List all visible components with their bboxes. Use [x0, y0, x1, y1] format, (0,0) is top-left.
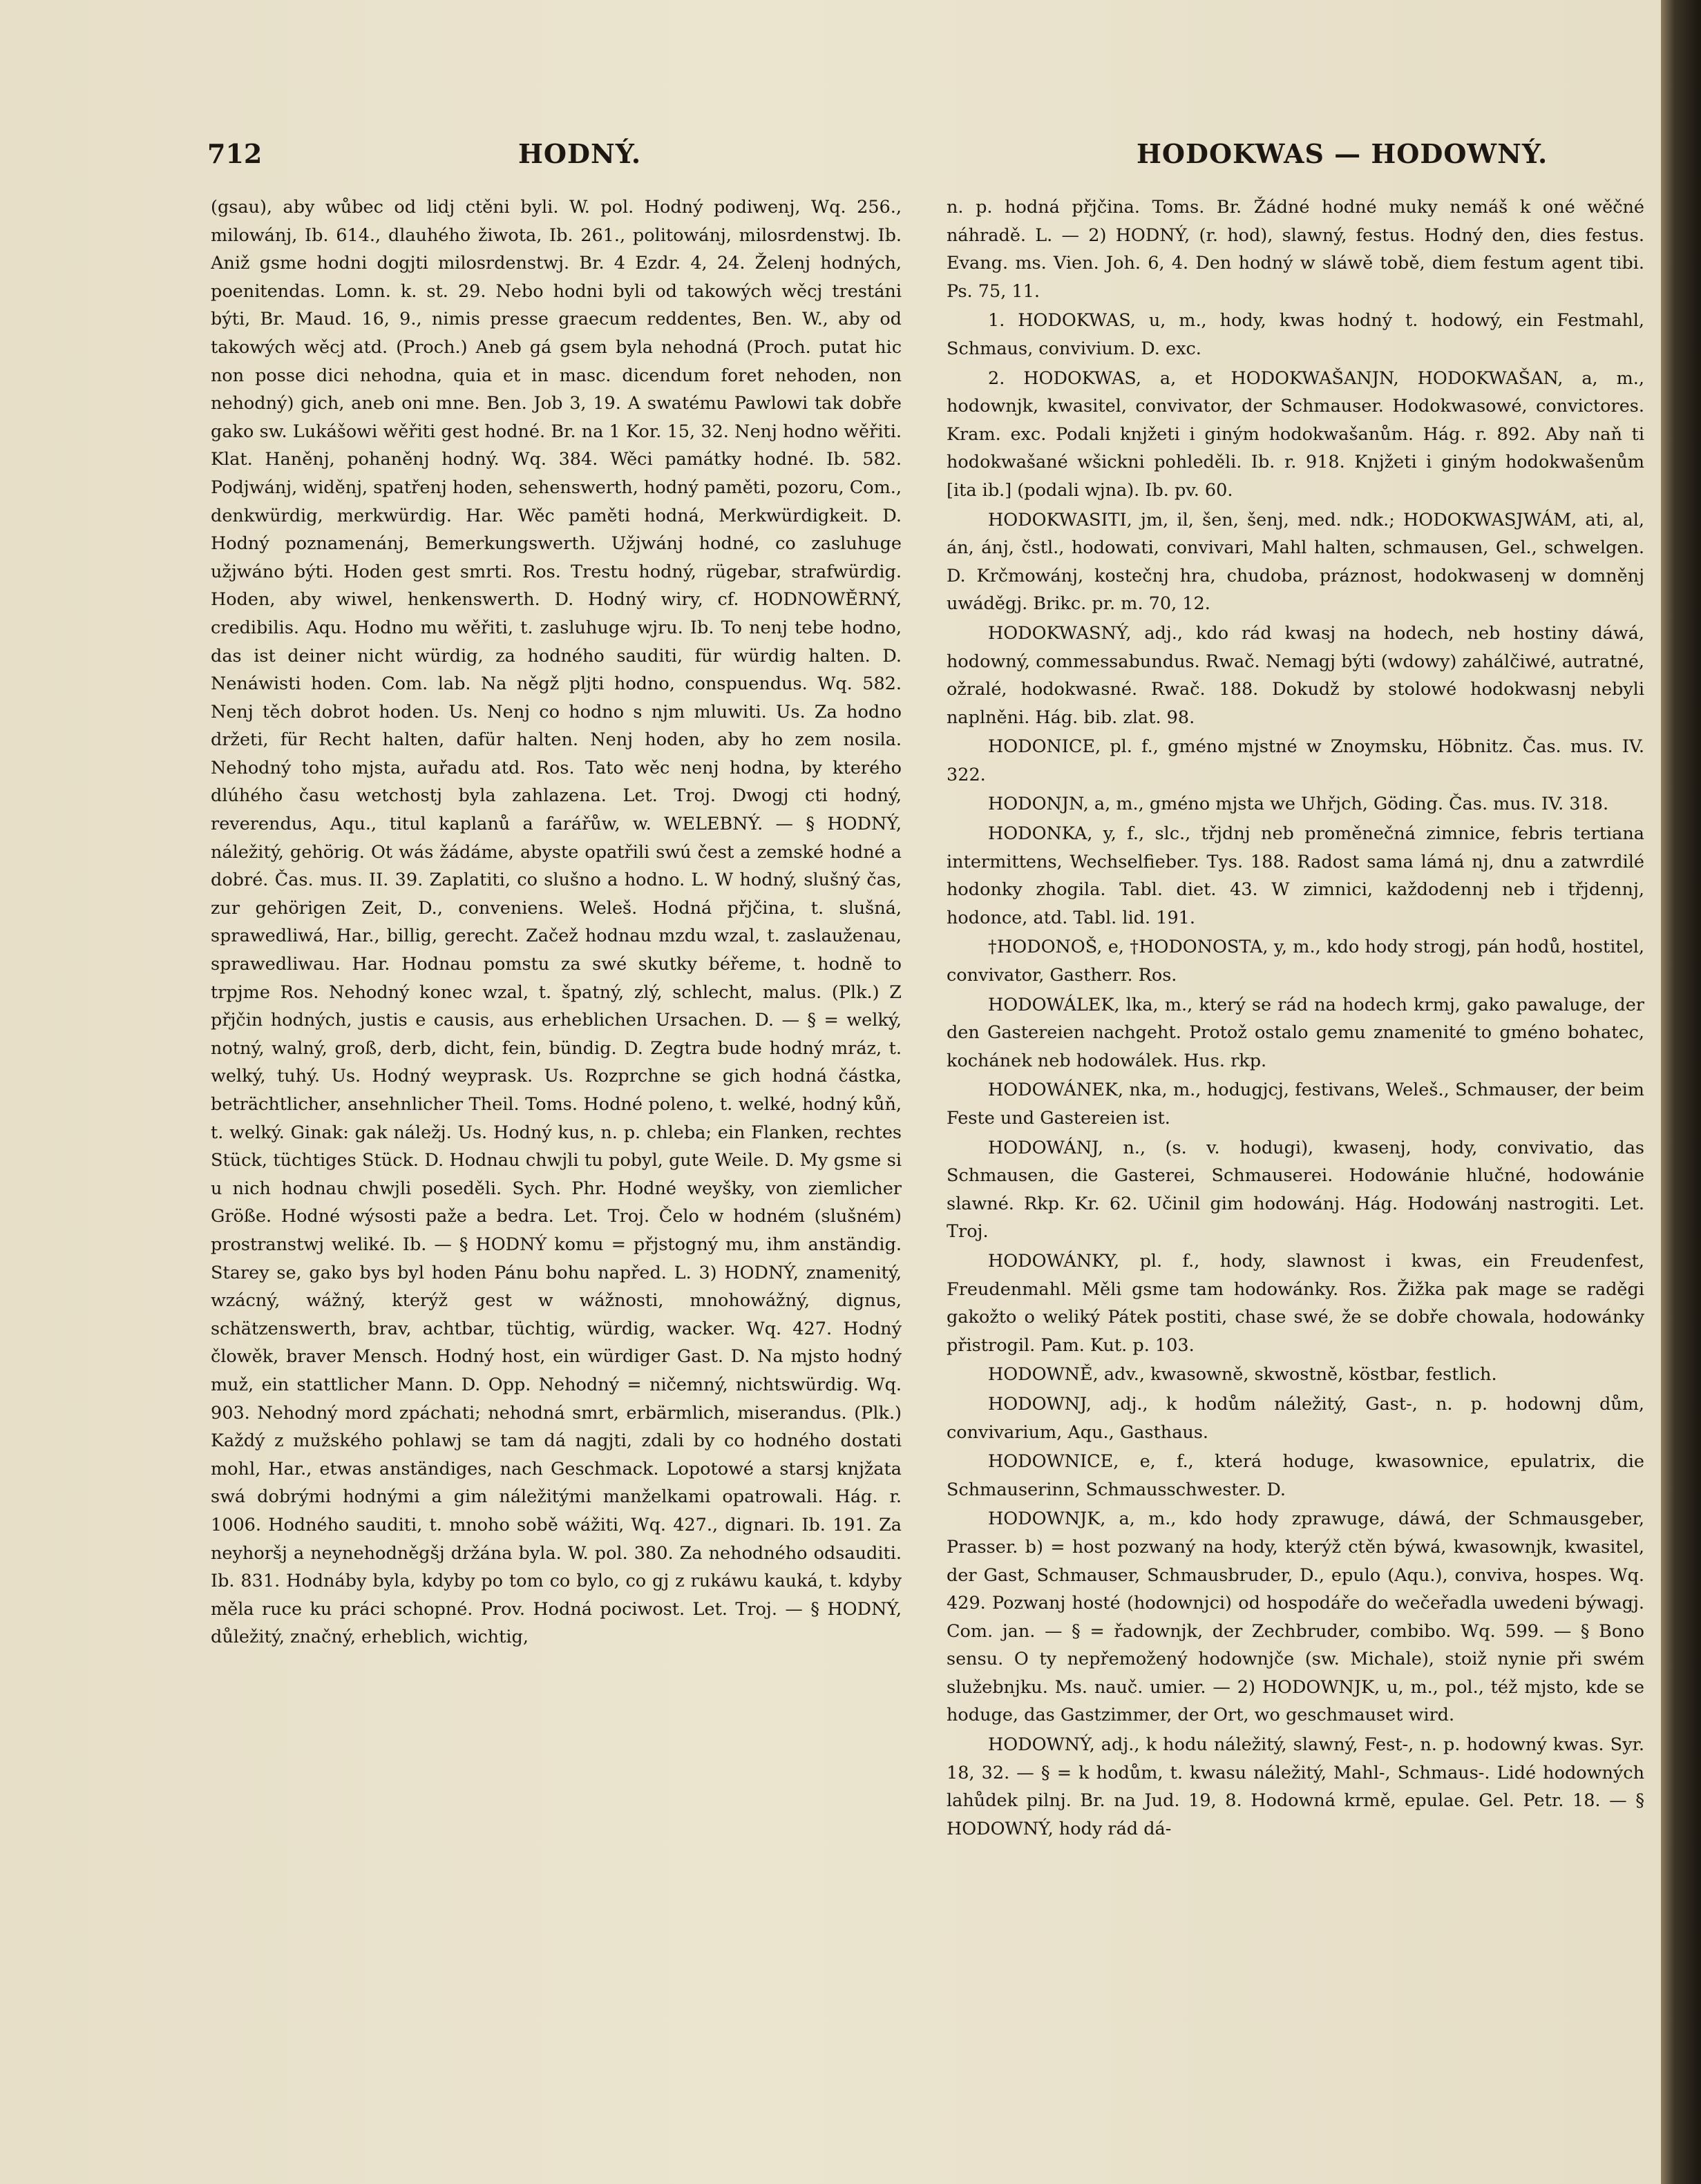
- entry-hodowalek: HODOWÁLEK, lka, m., který se rád na hodech krmj, gako pawaluge, der den Gastereien nachgeht. Protož ostalo gemu znamenité to gméno bohatec, kochánek neb hodowálek. Hus. rkp.: [947, 994, 1644, 1071]
- entry-hodownj: HODOWNJ, adj., k hodům náležitý, Gast-, n. p. hodownj dům, convivarium, Aqu., Gasthaus.: [947, 1393, 1644, 1443]
- running-header: [207, 138, 1637, 180]
- entry-hodonos: †HODONOŠ, e, †HODONOSTA, y, m., kdo hody strogj, pán hodů, hostitel, convivator, Gastherr. Ros.: [947, 937, 1644, 986]
- entry-hodonice: HODONICE, pl. f., gméno mjstné w Znoymsku, Höbnitz. Čas. mus. IV. 322.: [947, 736, 1644, 785]
- entry-hodowne: HODOWNĚ, adv., kwasowně, skwostně, köstbar, festlich.: [988, 1364, 1497, 1386]
- left-headword: HODNÝ.: [518, 138, 642, 169]
- entry-hodowanek: HODOWÁNEK, nka, m., hodugjcj, festivans, Weleš., Schmauser, der beim Feste und Gastereien ist.: [947, 1080, 1644, 1129]
- right-headword: HODOKWAS — HODOWNÝ.: [1137, 138, 1548, 169]
- entry-hodowanj: HODOWÁNJ, n., (s. v. hodugi), kwasenj, hody, convivatio, das Schmausen, die Gasterei, Schmauserei. Hodowánie hlučné, hodowánie slawné. Rkp. Kr. 62. Učinil gim hodowánj. Hág. Hodowánj nastrogiti. Let. Troj.: [947, 1137, 1644, 1243]
- entry-hodownice: HODOWNICE, e, f., která hoduge, kwasownice, epulatrix, die Schmauserinn, Schmausschwester. D.: [947, 1451, 1644, 1500]
- entry-hodokwasny: HODOKWASNÝ, adj., kdo rád kwasj na hodech, neb hostiny dáwá, hodowný, commessabundus. Rwač. Nemagj býti (wdowy) zahálčiwé, autratné, ožralé, hodokwasné. Rwač. 188. Dokudž by stolowé hodokwasnj nebyli naplněni. Hág. bib. zlat. 98.: [947, 622, 1644, 728]
- right-column: [947, 193, 1644, 2141]
- entry-paragraph: n. p. hodná přjčina. Toms. Br. Žádné hodné muky nemáš k oné wěčné náhradě. L. — 2) HODNÝ, (r. hod), slawný, festus. Hodný den, dies festus. Evang. ms. Vien. Joh. 6, 4. Den hodný w sláwě tobě, diem festum agent tibi. Ps. 75, 11.: [947, 197, 1644, 302]
- page-number: 712: [207, 138, 263, 169]
- left-column: [211, 193, 902, 2141]
- entry-hodowanky: HODOWÁNKY, pl. f., hody, slawnost i kwas, ein Freudenfest, Freudenmahl. Měli gsme tam hodowánky. Ros. Žižka pak mage se raděgi gakožto o weliký Pátek postiti, chase swé, že se dobře chowala, hodowánky přistrogil. Pam. Kut. p. 103.: [947, 1250, 1644, 1356]
- entry-hodownjk: HODOWNJK, a, m., kdo hody zprawuge, dáwá, der Schmausgeber, Prasser. b) = host pozwaný na hody, kterýž ctěn býwá, kwasownjk, kwasitel, der Gast, Schmauser, Schmausbruder, D., epulo (Aqu.), conviva, hospes. Wq. 429. Pozwanj hosté (hodownjci) od hospodáře do wečeřadla uwedeni býwagj. Com. jan. — § = řadownjk, der Zechbruder, combibo. Wq. 599. — § Bono sensu. O ty nepřemožený hodownjče (sw. Michale), stoiž nynie při swém služebnjku. Ms. nauč. umier. — 2) HODOWNJK, u, m., pol., též mjsto, kde se hoduge, das Gastzimmer, der Ort, wo geschmauset wird.: [947, 1508, 1644, 1726]
- entry-hodokwasiti: HODOKWASITI, jm, il, šen, šenj, med. ndk.; HODOKWASJWÁM, ati, al, án, ánj, čstl., hodowati, convivari, Mahl halten, schmausen, Gel., schwelgen. D. Krčmowánj, kostečnj hra, chudoba, práznost, hodokwasenj w domněnj uwáděgj. Brikc. pr. m. 70, 12.: [947, 509, 1644, 615]
- book-spine: [1661, 0, 1701, 2184]
- entry-hodonjn: HODONJN, a, m., gméno mjsta we Uhřjch, Göding. Čas. mus. IV. 318.: [988, 794, 1609, 815]
- entry-hodonka: HODONKA, y, f., slc., třjdnj neb proměnečná zimnice, febris tertiana intermittens, Wechselfieber. Tys. 188. Radost sama lámá nj, dnu a zatwrdilé hodonky zhogila. Tabl. diet. 43. W zimnici, každodennj neb i třjdennj, hodonce, atd. Tabl. lid. 191.: [947, 823, 1644, 928]
- entry-hodokwas-2: 2. HODOKWAS, a, et HODOKWAŠANJN, HODOKWAŠAN, a, m., hodownjk, kwasitel, convivator, der Schmauser. Hodokwasowé, convictores. Kram. exc. Podali knjžeti i giným hodokwašanům. Hág. r. 892. Aby naň ti hodokwašané wšickni pohleděli. Ib. r. 918. Knjžeti i giným hodokwašenům [ita ib.] (podali wjna). Ib. pv. 60.: [947, 367, 1644, 501]
- entry-hodowny: HODOWNÝ, adj., k hodu náležitý, slawný, Fest-, n. p. hodowný kwas. Syr. 18, 32. — § = k hodům, t. kwasu náležitý, Mahl-, Schmaus-. Lidé hodowných lahůdek pilnj. Br. na Jud. 19, 8. Hodowná krmě, epulae. Gel. Petr. 18. — § HODOWNÝ, hody rád dá-: [947, 1734, 1644, 1839]
- entry-hodokwas-1: 1. HODOKWAS, u, m., hody, kwas hodný t. hodowý, ein Festmahl, Schmaus, convivium. D. exc.: [947, 310, 1644, 359]
- entry-paragraph: (gsau), aby wůbec od lidj ctěni byli. W. pol. Hodný podiwenj, Wq. 256., milowánj, Ib. 614., dlauhého žiwota, Ib. 261., politowánj, milosrdenstwj. Ib. Aniž gsme hodni dogjti milosrdenstwj. Br. 4 Ezdr. 4, 24. Želenj hodných, poenitendas. Lomn. k. st. 29. Nebo hodni byli od takowých wěcj trestáni býti, Br. Maud. 16, 9., nimis presse graecum reddentes, Ben. W., aby od takowých wěcj atd. (Proch.) Aneb gá gsem byla nehodná (Proch. putat hic non posse dici nehodna, quia et in masc. dicendum foret nehoden, non nehodný) gich, aneb oni mne. Ben. Job 3, 19. A swatému Pawlowi tak dobře gako sw. Lukášowi wěřiti gest hodné. Br. na 1 Kor. 15, 32. Nenj hodno wěřiti. Klat. Haněnj, pohaněnj hodný. Wq. 384. Wěci památky hodné. Ib. 582. Podjwánj, widěnj, spatřenj hoden, sehenswerth, hodný paměti, pozoru, Com., denkwürdig, merkwürdig. Har. Wěc paměti hodná, Merkwürdigkeit. D. Hodný poznamenánj, Bemerkungswerth. Užjwánj hodné, co zasluhuge užjwáno býti. Hoden gest smrti. Ros. Trestu hodný, rügebar, strafwürdig. Hoden, aby wiwel, henkenswerth. D. Hodný wiry, cf. HODNOWĚRNÝ, credibilis. Aqu. Hodno mu wěřiti, t. zasluhuge wjru. Ib. To nenj tebe hodno, das ist deiner nicht würdig, za hodného sauditi, für würdig halten. D. Nenáwisti hoden. Com. lab. Na něgž pljti hodno, conspuendus. Wq. 582. Nenj těch dobrot hoden. Us. Nenj co hodno s njm mluwiti. Us. Za hodno držeti, für Recht halten, dafür halten. Nenj hoden, aby ho zem nosila. Nehodný toho mjsta, auřadu atd. Ros. Tato wěc nenj hodna, by kterého dlúhého času wetchostj byla zahlazena. Let. Troj. Dwogj cti hodný, reverendus, Aqu., titul kaplanů a farářůw, w. WELEBNÝ. — § HODNÝ, náležitý, gehörig. Ot wás žádáme, abyste opatřili swú čest a zemské hodné a dobré. Čas. mus. II. 39. Zaplatiti, co slušno a hodno. L. W hodný, slušný čas, zur gehörigen Zeit, D., conveniens. Weleš. Hodná přjčina, t. slušná, sprawedliwá, Har., billig, gerecht. Začež hodnau mzdu wzal, t. zaslauženau, sprawedliwau. Har. Hodnau pomstu za swé skutky béřeme, t. hodně to trpjme Ros. Nehodný konec wzal, t. špatný, zlý, schlecht, malus. (Plk.) Z přjčin hodných, justis e causis, aus erheblichen Ursachen. D. — § = welký, notný, walný, groß, derb, dicht, fein, bündig. D. Zegtra bude hodný mráz, t. welký, tuhý. Us. Hodný weyprask. Us. Rozprchne se gich hodná částka, beträchtlicher, ansehnlicher Theil. Toms. Hodné poleno, t. welké, hodný kůň, t. welký. Ginak: gak náležj. Us. Hodný kus, n. p. chleba; ein Flanken, rechtes Stück, tüchtiges Stück. D. Hodnau chwjli tu pobyl, gute Weile. D. My gsme si u nich hodnau chwjli poseděli. Sych. Phr. Hodné weyšky, von ziemlicher Größe. Hodné wýsosti paže a bedra. Let. Troj. Čelo w hodném (slušném) prostranstwj weliké. Ib. — § HODNÝ komu = přjstogný mu, ihm anständig. Starey se, gako bys byl hoden Pánu bohu napřed. L. 3) HODNÝ, znamenitý, wzácný, wážný, kterýž gest w wážnosti, mnohowážný, dignus, schätzenswerth, brav, achtbar, tüchtig, würdig, wacker. Wq. 427. Hodný člowěk, braver Mensch. Hodný host, ein würdiger Gast. D. Na mjsto hodný muž, ein stattlicher Mann. D. Opp. Nehodný = ničemný, nichtswürdig. Wq. 903. Nehodný mord zpáchati; nehodná smrt, erbärmlich, miserandus. (Plk.) Každý z mužského pohlawj se tam dá nagjti, zdali by co hodného dostati mohl, Har., etwas anständiges, nach Geschmack. Lopotowé a starsj knjžata swá dobrými hodnými a gim náležitými manželkami opatrowali. Hág. r. 1006. Hodného sauditi, t. mnoho sobě wážiti, Wq. 427., dignari. Ib. 191. Za neyhoršj a neynehodněgšj držána byla. W. pol. 380. Za nehodného odsauditi. Ib. 831. Hodnáby byla, kdyby po tom co bylo, co gj z rukáwu kauká, t. kdyby měla ruce ku práci schopné. Prov. Hodná pociwost. Let. Troj. — § HODNÝ, důležitý, značný, erheblich, wichtig,: [211, 197, 902, 1648]
